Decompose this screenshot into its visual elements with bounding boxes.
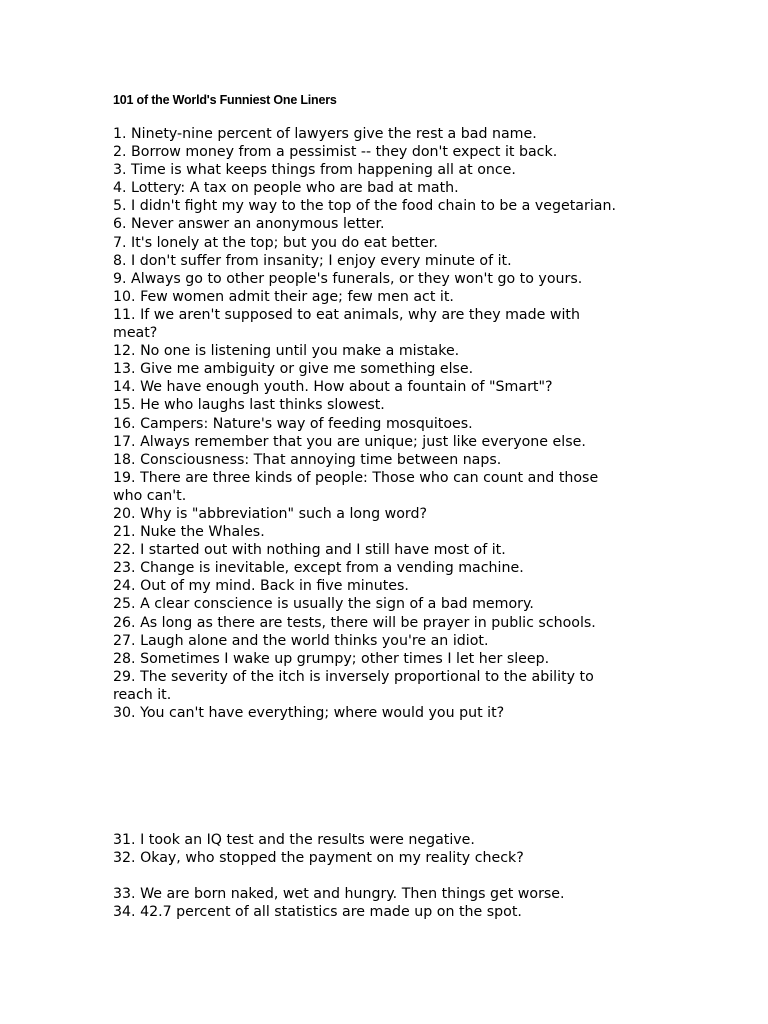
- one-liner-line: 16. Campers: Nature's way of feeding mosquitoes.: [113, 415, 473, 432]
- document-title: 101 of the World's Funniest One Liners: [113, 93, 337, 107]
- one-liner-line: 2. Borrow money from a pessimist -- they don't expect it back.: [113, 144, 558, 161]
- one-liners-list-part-2: [113, 831, 658, 867]
- one-liner-line: 21. Nuke the Whales.: [113, 524, 265, 541]
- one-liner-line: reach it.: [113, 686, 172, 703]
- one-liner-line: 18. Consciousness: That annoying time between naps.: [113, 451, 502, 468]
- one-liner-line: 1. Ninety-nine percent of lawyers give the rest a bad name.: [113, 126, 537, 142]
- one-liner-line: 3. Time is what keeps things from happening all at once.: [113, 162, 516, 179]
- one-liner-line: 30. You can't have everything; where would you put it?: [113, 705, 505, 721]
- one-liner-line: 27. Laugh alone and the world thinks you're an idiot.: [113, 632, 489, 649]
- one-liner-line: 26. As long as there are tests, there will be prayer in public schools.: [113, 614, 596, 631]
- one-liner-line: 20. Why is "abbreviation" such a long word?: [113, 505, 427, 522]
- one-liner-line: 14. We have enough youth. How about a fountain of "Smart"?: [113, 379, 553, 396]
- one-liner-line: 5. I didn't fight my way to the top of the food chain to be a vegetarian.: [113, 198, 616, 215]
- one-liner-line: 32. Okay, who stopped the payment on my reality check?: [113, 850, 524, 867]
- one-liner-line: 7. It's lonely at the top; but you do eat better.: [113, 234, 438, 251]
- one-liner-line: 31. I took an IQ test and the results were negative.: [113, 832, 475, 848]
- one-liner-line: 8. I don't suffer from insanity; I enjoy every minute of it.: [113, 252, 512, 269]
- one-liner-line: 23. Change is inevitable, except from a vending machine.: [113, 560, 524, 577]
- one-liner-line: 9. Always go to other people's funerals, or they won't go to yours.: [113, 270, 583, 287]
- one-liners-list-part-1: [113, 125, 658, 722]
- one-liner-line: 11. If we aren't supposed to eat animals, why are they made with: [113, 306, 580, 323]
- one-liner-line: 33. We are born naked, wet and hungry. Then things get worse.: [113, 886, 565, 902]
- one-liner-line: 29. The severity of the itch is inversely proportional to the ability to: [113, 668, 594, 685]
- one-liner-line: 34. 42.7 percent of all statistics are made up on the spot.: [113, 904, 522, 921]
- one-liner-line: meat?: [113, 325, 158, 342]
- one-liner-line: 13. Give me ambiguity or give me something else.: [113, 361, 474, 378]
- one-liner-line: 19. There are three kinds of people: Those who can count and those: [113, 469, 599, 486]
- one-liner-line: 24. Out of my mind. Back in five minutes.: [113, 578, 409, 595]
- one-liners-list-part-3: [113, 885, 658, 921]
- one-liner-line: 25. A clear conscience is usually the sign of a bad memory.: [113, 596, 534, 613]
- one-liner-line: 28. Sometimes I wake up grumpy; other times I let her sleep.: [113, 650, 550, 667]
- one-liner-line: 17. Always remember that you are unique; just like everyone else.: [113, 433, 586, 450]
- one-liner-line: 22. I started out with nothing and I still have most of it.: [113, 542, 506, 559]
- one-liner-line: 4. Lottery: A tax on people who are bad at math.: [113, 180, 459, 197]
- one-liner-line: 6. Never answer an anonymous letter.: [113, 216, 385, 233]
- one-liner-line: 12. No one is listening until you make a mistake.: [113, 343, 460, 360]
- one-liner-line: 15. He who laughs last thinks slowest.: [113, 397, 385, 414]
- one-liner-line: 10. Few women admit their age; few men act it.: [113, 288, 454, 305]
- one-liner-line: who can't.: [113, 487, 187, 504]
